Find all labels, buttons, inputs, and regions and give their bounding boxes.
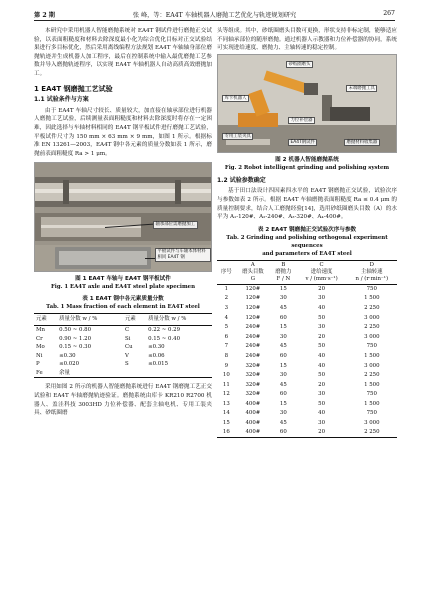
figure-2-caption-en: Fig. 2 Robot intelligent grinding and polishing system [224, 164, 390, 171]
table-2-row-cell: 60 [279, 352, 287, 359]
table-2 [217, 260, 397, 439]
table-1-row-cell: 0.15 ~ 0.30 [59, 344, 92, 351]
paragraph-specimen: 由于 EA4T 车轴尺寸较长、质量较大，加直接在轴承部位进行机器人磨抛工艺试验，后续测量表面粗糙度和材料去除深度时将存在一定困难，因此选择与车轴材料相同的 EA4T 钢平板试件进行磨抛工艺试验，平板试件尺寸为 150 mm × 63 mm × 9 mm，如图 1 所示。根据标准 EN 13261—2003，EA4T 钢中各元素的质量分数如表 1 所示，磨抛前表面粗糙度 Ra > 1 μm。 [34, 107, 212, 157]
table-2-row-cell: 2 250 [364, 372, 380, 379]
table-2-row-cell: 750 [366, 410, 377, 417]
table-2-header-a: A 磨头目数 G [236, 260, 270, 284]
fig1-label-bearing: 轴承部位需磨抛加工 [153, 221, 198, 229]
table-1-row-cell: ≤0.30 [59, 352, 76, 359]
right-column [217, 27, 397, 438]
table-2-row-cell: 14 [222, 410, 230, 417]
intro-paragraph: 本研究中采用机器人智能磨抛系统对 EA4T 钢试件进行磨抛正交试验，以表面粗糙度和材料去除深度最小化为综合优化目标对正交试验结果进行多目标优化，然后采用离线编程方法规划 EA4T 车轴轴身部位磨抛轨迹并生成机器人加工程序，最后在控制系统中输入最优磨抛工艺参数并导入磨抛轨迹程序，以实现 EA4T 车轴机器人自动高质高效磨抛加工。 [34, 28, 212, 77]
section-1-1-heading: 1.1 试验条件与方案 [34, 96, 89, 104]
table-1-header: 元素 [34, 314, 57, 326]
table-1-row-cell: S [124, 361, 129, 368]
table-2-row-cell: 15 [222, 420, 230, 427]
table-2-row-cell: 2 250 [364, 304, 380, 311]
table-2-row-cell: 30 [318, 324, 326, 331]
table-2-row-cell: 40 [318, 362, 326, 369]
table-2-row-cell: 6 [224, 333, 229, 340]
table-2-header-index: 序号 [217, 260, 236, 284]
table-2-row-cell: 3 000 [364, 362, 380, 369]
table-2-row-cell: 240# [245, 343, 261, 350]
table-2-row-cell: 750 [366, 286, 377, 292]
table-2-row-cell: 8 [224, 352, 229, 359]
table-2-row [217, 284, 397, 294]
table-2-row-cell: 320# [245, 372, 261, 379]
table-1-row-cell: Cr [36, 335, 43, 342]
table-1-row-cell: Mn [36, 326, 45, 333]
table-2-row-cell: 240# [245, 352, 261, 359]
table-1-row-cell: Ni [36, 352, 43, 359]
table-2-row-cell: 5 [224, 324, 229, 331]
table-2-row-cell: 15 [279, 362, 287, 369]
paragraph-system: 采用如图 2 所示的机器人智能磨抛系统进行 EA4T 钢磨抛工艺正交试验和 EA4T 车轴磨抛轨迹验证。磨抛系统由库卡 KR210 R2700 机器人、盖洼科技 3003HD 力位补偿器、配套主轴电机、专用工装夹具、砂纸圈磨 [34, 384, 212, 417]
table-2-row-cell: 120# [245, 304, 261, 311]
table-2-row-cell: 30 [279, 333, 287, 340]
table-2-row [217, 419, 397, 429]
fig2-label-kuka-robot: 库卡机器人 [222, 95, 249, 103]
table-2-row-cell: 30 [279, 295, 287, 302]
table-2-row-cell: 120# [245, 295, 261, 302]
table-2-row-cell: 1 500 [364, 400, 380, 407]
table-2-row-cell: 3 000 [364, 420, 380, 427]
table-2-row-cell: 45 [279, 420, 287, 427]
table-2-header-c: C 进给速度 v / (mm·s⁻¹) [297, 260, 347, 284]
table-2-row-cell: 10 [222, 372, 230, 379]
table-1-row-cell: Fe [36, 369, 43, 376]
table-2-row-cell: 11 [222, 381, 230, 388]
section-1-2-heading: 1.2 试验参数确定 [217, 176, 266, 184]
table-1-row-cell: ≤0.015 [148, 361, 169, 368]
table-2-row [217, 428, 397, 438]
table-2-row-cell: 50 [318, 400, 326, 407]
table-1-row [34, 325, 212, 334]
table-1-row-cell: 余量 [59, 369, 70, 376]
table-2-row-cell: 60 [279, 391, 287, 398]
figure-2-caption-cn: 图 2 机器人智能磨抛系统 [275, 156, 339, 163]
table-1-caption-en: Tab. 1 Mass fraction of each element in EA4T steel [46, 304, 200, 311]
table-2-row-cell: 3 000 [364, 333, 380, 340]
table-2-row-cell: 30 [318, 295, 326, 302]
table-1-row-cell: Cu [124, 344, 133, 351]
table-2-row-cell: 2 [224, 295, 229, 302]
table-2-row-cell: 40 [318, 304, 326, 311]
table-1-header: 质量分数 w / % [146, 314, 212, 326]
table-2-row-cell: 60 [279, 314, 287, 321]
figure-1-caption-en: Fig. 1 EA4T axle and EA4T steel plate specimen [50, 284, 196, 291]
table-1-row-cell: 0.15 ~ 0.40 [148, 335, 181, 342]
table-2-row-cell: 13 [222, 400, 230, 407]
table-2-row-cell: 50 [318, 372, 326, 379]
table-2-row-cell: 30 [318, 420, 326, 427]
table-2-row-cell: 16 [222, 429, 230, 436]
table-2-row-cell: 400# [245, 410, 261, 417]
table-2-row-cell: 1 [224, 286, 229, 292]
table-1-row-cell: 0.22 ~ 0.29 [148, 326, 181, 333]
fig2-label-sanding-head: 砂纸圈磨头 [286, 61, 313, 69]
table-2-row-cell: 3 [224, 304, 229, 311]
table-2-row-cell: 40 [318, 410, 326, 417]
table-2-row-cell: 320# [245, 381, 261, 388]
table-2-row-cell: 20 [318, 333, 326, 340]
fig2-label-collector: 磨抛材料收集器 [344, 139, 380, 147]
table-1-row-cell: 0.50 ~ 0.80 [59, 326, 92, 333]
table-2-row-cell: 400# [245, 400, 261, 407]
table-2-row [217, 351, 397, 361]
table-2-row [217, 361, 397, 371]
table-1-row-cell: ≤0.06 [148, 352, 165, 359]
fig2-label-force-compensator: 力位补偿器 [288, 117, 315, 125]
paragraph-parameters: 基于田口法设计四因素四水平的 EA4T 钢磨抛正交试验，试验次序与参数如表 2 所示。根据 EA4T 车轴磨抛表面粗糙度 Ra ≤ 0.4 μm 的质量控制要求，结合人工磨抛经验[14]，选用砂纸圈磨头目数（A）的水平为 A₁-120#、A₂-240#、A₃-320#、A₄-400#。 [217, 188, 397, 221]
table-1-row [34, 343, 212, 352]
table-2-row [217, 380, 397, 390]
table-2-row [217, 313, 397, 323]
table-2-row-cell: 45 [279, 304, 287, 311]
table-2-row-cell: 2 250 [364, 429, 380, 436]
table-1-row-cell: V [124, 352, 129, 359]
table-2-row-cell: 400# [245, 429, 261, 436]
table-2-row-cell: 45 [279, 343, 287, 350]
table-2-row-cell: 240# [245, 324, 261, 331]
table-2-row-cell: 240# [245, 333, 261, 340]
table-1 [34, 313, 212, 378]
table-2-caption-cn: 表 2 EA4T 钢磨抛正交试验次序与参数 [257, 226, 357, 233]
table-2-row-cell: 1 500 [364, 381, 380, 388]
table-2-row-cell: 15 [279, 324, 287, 331]
table-1-row-cell: P [36, 361, 40, 368]
table-2-row-cell: 3 000 [364, 314, 380, 321]
table-1-caption-cn: 表 1 EA4T 钢中各元素质量分数 [82, 296, 164, 303]
table-2-row-cell: 50 [318, 343, 326, 350]
paragraph-continued: 头等组成。其中，砂纸圈磨头目数可更换，形状支持非标定制，能够适应不同轴承部位的随形磨抛。通过机器人示教器和力位补偿器的协同，系统可实现进给速度、磨抛力、主轴转速的稳定控制。 [217, 28, 397, 52]
table-1-row [34, 335, 212, 344]
fig2-label-fixture: 专用工装夹具 [222, 133, 253, 141]
table-1-row-cell: 0.90 ~ 1.20 [59, 335, 92, 342]
table-2-row-cell: 30 [318, 391, 326, 398]
table-2-row-cell: 750 [366, 391, 377, 398]
table-2-row-cell: 120# [245, 286, 261, 292]
issue-number: 第 2 期 [34, 12, 55, 19]
table-2-row-cell: 60 [279, 429, 287, 436]
table-1-row [34, 360, 212, 369]
figure-2-photo [217, 54, 397, 153]
table-2-row [217, 409, 397, 419]
table-2-row-cell: 320# [245, 391, 261, 398]
table-1-header: 元素 [123, 314, 146, 326]
table-2-row-cell: 320# [245, 362, 261, 369]
table-1-header: 质量分数 w / % [57, 314, 123, 326]
table-2-row-cell: 30 [279, 372, 287, 379]
table-2-row [217, 294, 397, 304]
table-2-header-d: D 主轴转速 n / (r·min⁻¹) [347, 260, 397, 284]
table-1-row-cell [123, 369, 146, 378]
table-2-row-cell: 20 [318, 429, 326, 436]
table-2-row-cell: 15 [279, 400, 287, 407]
table-1-row [34, 369, 212, 378]
table-2-row-cell: 750 [366, 343, 377, 350]
table-2-row [217, 323, 397, 333]
table-2-caption-en-line2: and parameters of EA4T steel [262, 250, 352, 257]
figure-1-photo [34, 162, 212, 272]
table-2-row-cell: 20 [318, 286, 326, 292]
table-2-row-cell: 12 [222, 391, 230, 398]
table-2-header-b: B 磨抛力 F / N [270, 260, 297, 284]
table-2-row [217, 390, 397, 400]
table-2-row [217, 342, 397, 352]
table-2-row [217, 303, 397, 313]
table-1-row-cell: Si [124, 335, 131, 342]
table-2-row-cell: 4 [224, 314, 229, 321]
section-1-heading: 1 EA4T 钢磨抛工艺试验 [34, 84, 113, 93]
fig1-label-specimen: 平板试件与车轴本体材料相同 EA4T 钢 [155, 248, 211, 261]
table-2-row-cell: 1 500 [364, 352, 380, 359]
running-title: 张 峰，等：EA4T 车轴机器人磨抛工艺优化与轨迹规划研究 [132, 12, 297, 19]
table-2-row-cell: 50 [318, 314, 326, 321]
table-2-row-cell: 40 [318, 352, 326, 359]
page-number: 267 [383, 10, 395, 17]
table-1-row-cell: C [124, 326, 130, 333]
table-2-row-cell: 1 500 [364, 295, 380, 302]
table-2-row-cell: 9 [224, 362, 229, 369]
table-1-row [34, 352, 212, 361]
table-1-row-cell: Mo [36, 344, 45, 351]
running-header [34, 8, 395, 21]
table-2-row-cell: 2 250 [364, 324, 380, 331]
fig2-label-specimen: EA4T钢试件 [288, 139, 317, 147]
table-1-row-cell: ≤0.020 [59, 361, 80, 368]
table-2-row [217, 371, 397, 381]
table-2-caption-en-line1: Tab. 2 Grinding and polishing orthogonal experiment sequences [226, 234, 388, 249]
table-1-row-cell: ≤0.30 [148, 344, 165, 351]
table-2-row-cell: 120# [245, 314, 261, 321]
table-2-row-cell: 400# [245, 420, 261, 427]
table-2-row [217, 332, 397, 342]
table-2-row-cell: 20 [318, 381, 326, 388]
left-column [34, 27, 212, 418]
table-2-row-cell: 30 [279, 410, 287, 417]
table-2-row-cell: 45 [279, 381, 287, 388]
table-1-row-cell [146, 369, 212, 378]
table-2-row-cell: 15 [279, 286, 287, 292]
figure-1-caption-cn: 图 1 EA4T 车轴与 EA4T 钢平板试件 [75, 276, 171, 283]
fig2-label-end-tool: 末端磨抛工具 [346, 85, 377, 93]
table-2-row-cell: 7 [224, 343, 229, 350]
table-2-row [217, 399, 397, 409]
